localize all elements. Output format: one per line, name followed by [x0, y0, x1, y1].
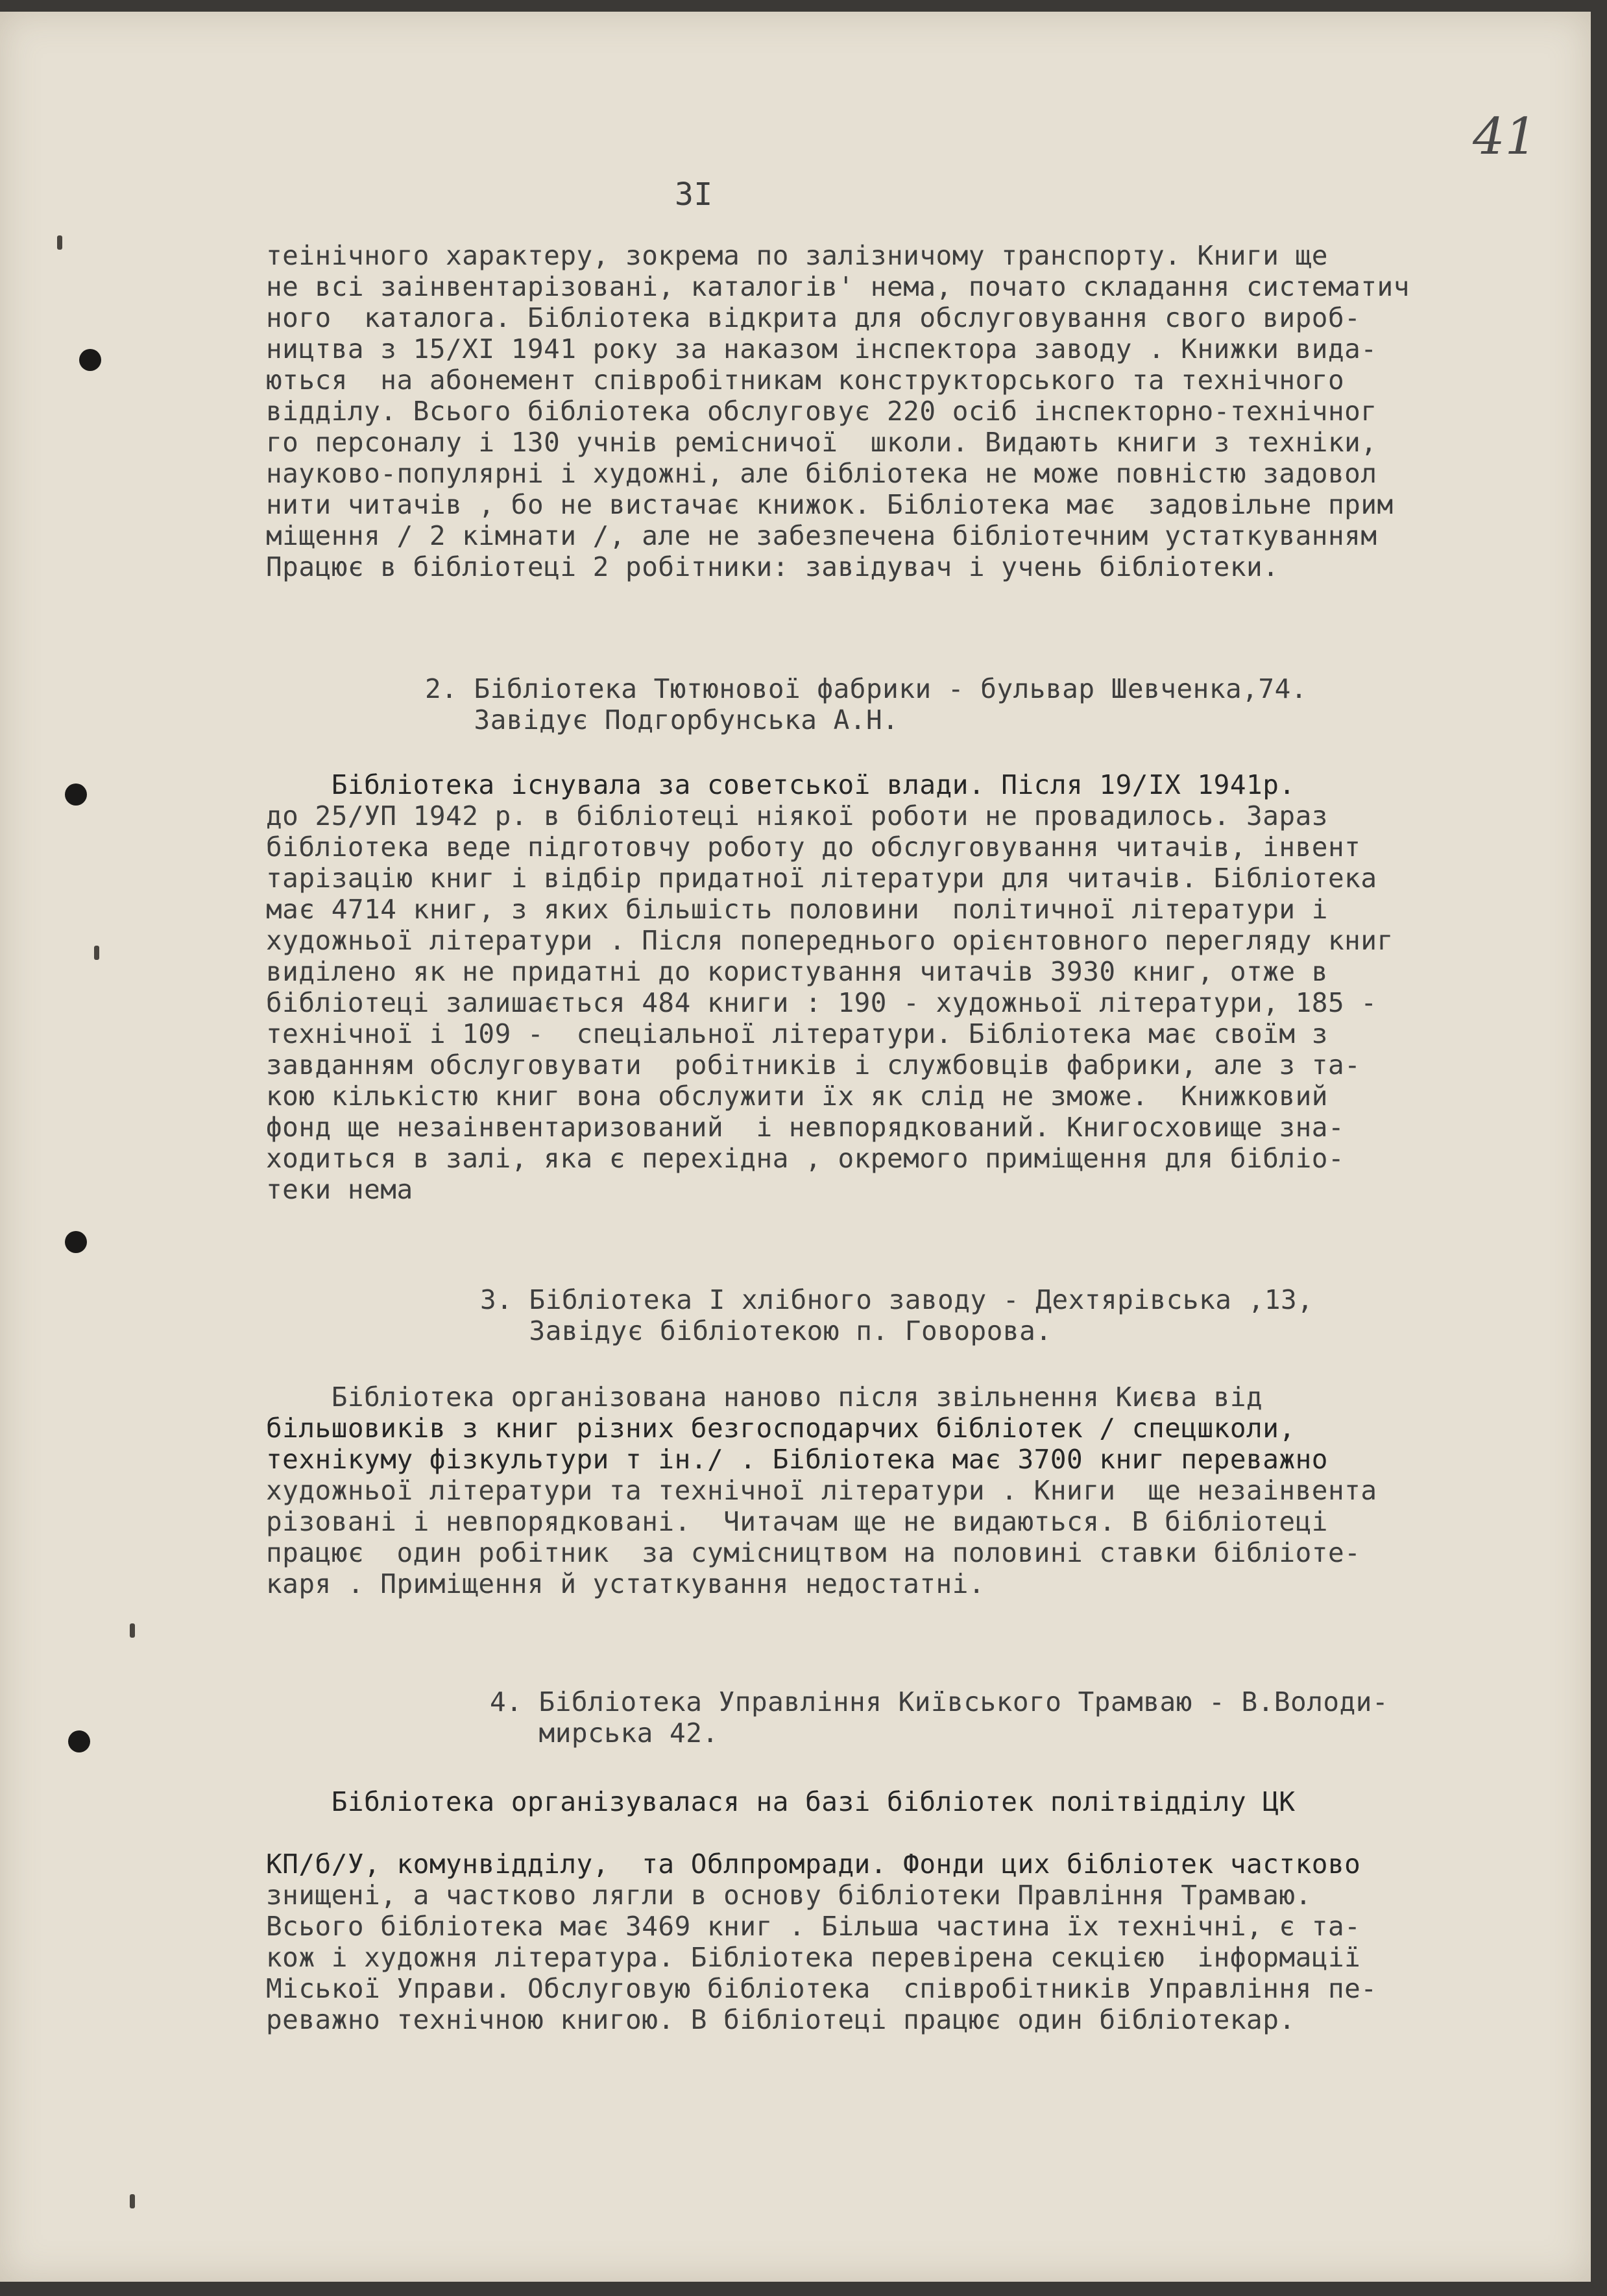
section-4-text [266, 1786, 1377, 2035]
text-line: каря . Приміщення й устаткування недостатні. [266, 1568, 985, 1599]
heading-line: 3. Бібліотека І хлібного заводу - Дехтярівська ,13, [480, 1284, 1314, 1315]
text-line: технікуму фізкультури т ін./ . Бібліотека має 3700 книг переважно [266, 1444, 1328, 1475]
binder-hole [68, 1730, 90, 1752]
margin-tick [130, 2194, 135, 2208]
section-4-heading [490, 1686, 1388, 1749]
text-line: виділено як не придатні до користування читачів 3930 книг, отже в [266, 956, 1328, 987]
heading-line: Завідує бібліотекою п. Говорова. [480, 1315, 1052, 1346]
heading-line: мирська 42. [490, 1717, 719, 1749]
handwritten-page-number: 41 [1473, 108, 1538, 166]
text-line: ходиться в залі, яка є перехідна , окремого приміщення для бібліо- [266, 1143, 1345, 1174]
text-line: ництва з 15/XІ 1941 року за наказом інспектора заводу . Книжки вида- [266, 333, 1377, 365]
text-line: КП/б/У, комунвідділу, та Облпромради. Фонди цих бібліотек частково [266, 1848, 1361, 1880]
text-line: Всього бібліотека має 3469 книг . Більша частина їх технічні, є та- [266, 1911, 1361, 1942]
text-line: Бібліотека організувалася на базі бібліотек політвідділу ЦК [266, 1786, 1296, 1817]
margin-tick [94, 946, 99, 960]
text-line: не всі заінвентарізовані, каталогів' нема, почато складання систематич [266, 271, 1410, 302]
text-line: Бібліотека організована наново після звільнення Києва від [266, 1381, 1263, 1413]
text-line: знищені, а частково лягли в основу бібліотеки Правління Трамваю. [266, 1880, 1312, 1911]
text-line: художньої літератури . Після попереднього орієнтовного перегляду книг [266, 925, 1394, 956]
text-line: має 4714 книг, з яких більшість половини політичної літератури і [266, 894, 1328, 925]
text-line: тарізацію книг і відбір придатної літератури для читачів. Бібліотека [266, 863, 1377, 894]
text-line: кою кількістю книг вона обслужити їх як слід не зможе. Книжковий [266, 1081, 1328, 1112]
heading-line: 2. Бібліотека Тютюнової фабрики - бульвар Шевченка,74. [425, 673, 1307, 704]
text-line: Бібліотека існувала за советської влади. Після 19/ІX 1941р. [266, 769, 1296, 800]
text-line: Працює в бібліотеці 2 робітники: завідувач і учень бібліотеки. [266, 551, 1279, 582]
heading-line: Завідує Подгорбунська А.Н. [425, 704, 899, 735]
text-line: реважно технічною книгою. В бібліотеці працює один бібліотекар. [266, 2004, 1296, 2035]
section-1-text [266, 240, 1410, 582]
section-3-heading [480, 1284, 1313, 1346]
binder-hole [65, 1231, 87, 1253]
text-line: бібліотека веде підготовчу роботу до обслуговування читачів, інвент [266, 831, 1361, 863]
text-line: технічної і 109 - спеціальної літератури. Бібліотека має своїм з [266, 1018, 1328, 1049]
typed-page-marker: 3І [675, 176, 713, 213]
text-line: працює один робітник за сумісництвом на половині ставки бібліоте- [266, 1537, 1361, 1568]
text-line: відділу. Всього бібліотека обслуговує 220 осіб інспекторно-технічног [266, 396, 1377, 427]
text-line: до 25/УП 1942 р. в бібліотеці ніякої роботи не провадилось. Зараз [266, 800, 1328, 831]
text-line: го персоналу і 130 учнів ремісничої школи. Видають книги з техніки, [266, 427, 1377, 458]
text-line: бібліотеці залишається 484 книги : 190 - художньої літератури, 185 - [266, 987, 1377, 1018]
text-line: нити читачів , бо не вистачає книжок. Бібліотека має задовільне прим [266, 489, 1394, 520]
text-line: науково-популярні і художні, але бібліотека не може повністю задовол [266, 458, 1377, 489]
text-line: завданням обслуговувати робітників і службовців фабрики, але з та- [266, 1049, 1361, 1081]
text-line: фонд ще незаінвентаризований і невпорядкований. Книгосховище зна- [266, 1112, 1345, 1143]
heading-line: 4. Бібліотека Управління Київського Трамваю - В.Володи- [490, 1686, 1389, 1717]
text-line: міщення / 2 кімнати /, але не забезпечена бібліотечним устаткуванням [266, 520, 1377, 551]
text-line: різовані і невпорядковані. Читачам ще не видаються. В бібліотеці [266, 1506, 1328, 1537]
text-line: теки нема [266, 1174, 413, 1205]
text-line: ного каталога. Бібліотека відкрита для обслуговування свого вироб- [266, 302, 1361, 333]
section-3-text [266, 1381, 1377, 1599]
binder-hole [79, 349, 101, 371]
binder-hole [65, 783, 87, 806]
margin-tick [57, 235, 62, 250]
text-line: ються на абонемент співробітникам конструкторського та технічного [266, 365, 1345, 396]
text-line: теінічного характеру, зокрема по залізничому транспорту. Книги ще [266, 240, 1328, 271]
section-2-heading [425, 673, 1307, 735]
text-line: більшовиків з книг різних безгосподарчих бібліотек / спецшколи, [266, 1413, 1296, 1444]
section-2-text [266, 769, 1394, 1205]
text-line: художньої літератури та технічної літератури . Книги ще незаінвента [266, 1475, 1377, 1506]
margin-tick [130, 1623, 135, 1638]
text-line: кож і художня література. Бібліотека перевірена секцією інформації [266, 1942, 1361, 1973]
document-page [0, 12, 1591, 2282]
text-line: Міської Управи. Обслуговую бібліотека співробітників Управління пе- [266, 1973, 1377, 2004]
